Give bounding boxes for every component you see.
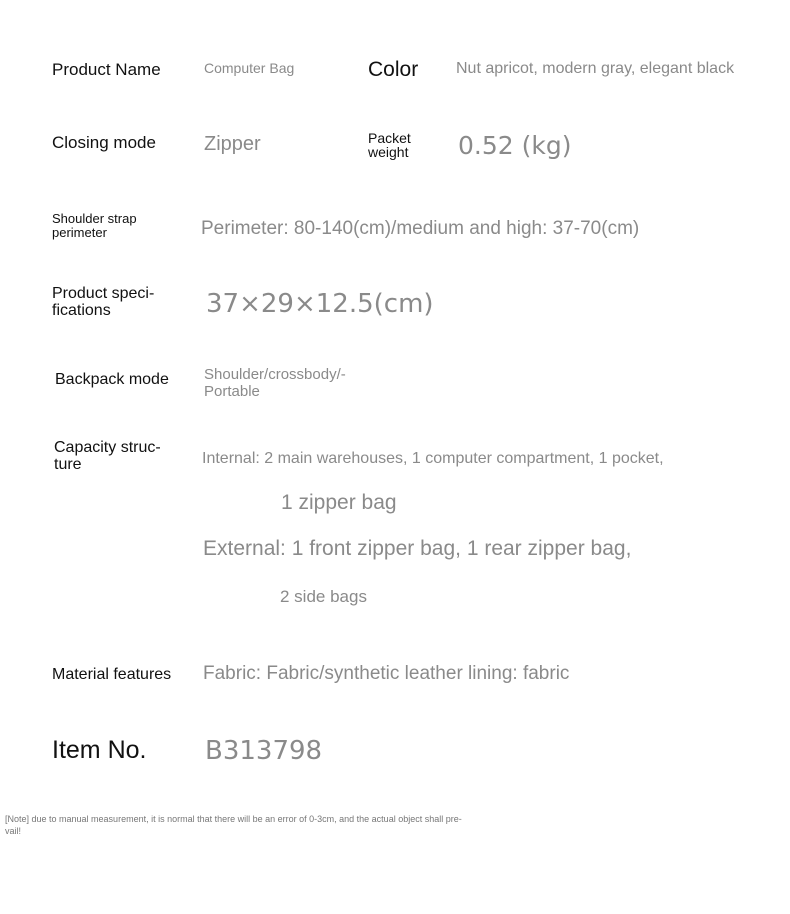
footnote — [5, 813, 462, 837]
capacity-external: External: 1 front zipper bag, 1 rear zipper bag, — [203, 537, 632, 560]
material-label: Material features — [52, 666, 172, 683]
backpack-mode-value-line1: Shoulder/crossbody/- — [204, 366, 346, 383]
capacity-label — [54, 439, 161, 473]
color-label: Color — [368, 58, 419, 81]
shoulder-strap-label-line1: Shoulder strap — [52, 211, 137, 226]
packet-weight-label — [368, 131, 411, 159]
shoulder-strap-value: Perimeter: 80-140(cm)/medium and high: 37-70(cm) — [201, 218, 640, 239]
product-name-label: Product Name — [52, 60, 161, 79]
material-value: Fabric: Fabric/synthetic leather lining: fabric — [203, 663, 570, 684]
packet-weight-label-line1: Packet — [368, 130, 411, 146]
footnote-line2: vail! — [5, 826, 22, 836]
backpack-mode-value — [204, 366, 346, 400]
footnote-line1: [Note] due to manual measurement, it is normal that there will be an error of 0-3cm, and the actual object shall pre- — [5, 814, 462, 824]
closing-mode-value: Zipper — [204, 133, 261, 155]
color-value: Nut apricot, modern gray, elegant black — [456, 60, 735, 77]
capacity-label-line1: Capacity struc- — [54, 439, 161, 456]
item-no-value: B313798 — [205, 736, 323, 766]
backpack-mode-label: Backpack mode — [55, 371, 169, 388]
capacity-label-line2: ture — [54, 456, 82, 473]
packet-weight-value: 0.52 (kg) — [458, 131, 572, 160]
capacity-internal: Internal: 2 main warehouses, 1 computer compartment, 1 pocket, — [202, 450, 664, 467]
backpack-mode-value-line2: Portable — [204, 383, 260, 400]
shoulder-strap-label-line2: perimeter — [52, 225, 107, 240]
shoulder-strap-label — [52, 212, 137, 240]
packet-weight-label-line2: weight — [368, 144, 409, 160]
product-spec-label-line2: fications — [52, 302, 111, 319]
product-spec-label — [52, 285, 154, 319]
product-name-value: Computer Bag — [204, 60, 295, 76]
product-spec-label-line1: Product speci- — [52, 285, 155, 302]
capacity-internal-cont: 1 zipper bag — [281, 491, 397, 514]
closing-mode-label: Closing mode — [52, 133, 156, 152]
capacity-external-cont: 2 side bags — [280, 587, 367, 606]
product-spec-value: 37×29×12.5(cm) — [206, 289, 434, 319]
item-no-label: Item No. — [52, 736, 147, 764]
